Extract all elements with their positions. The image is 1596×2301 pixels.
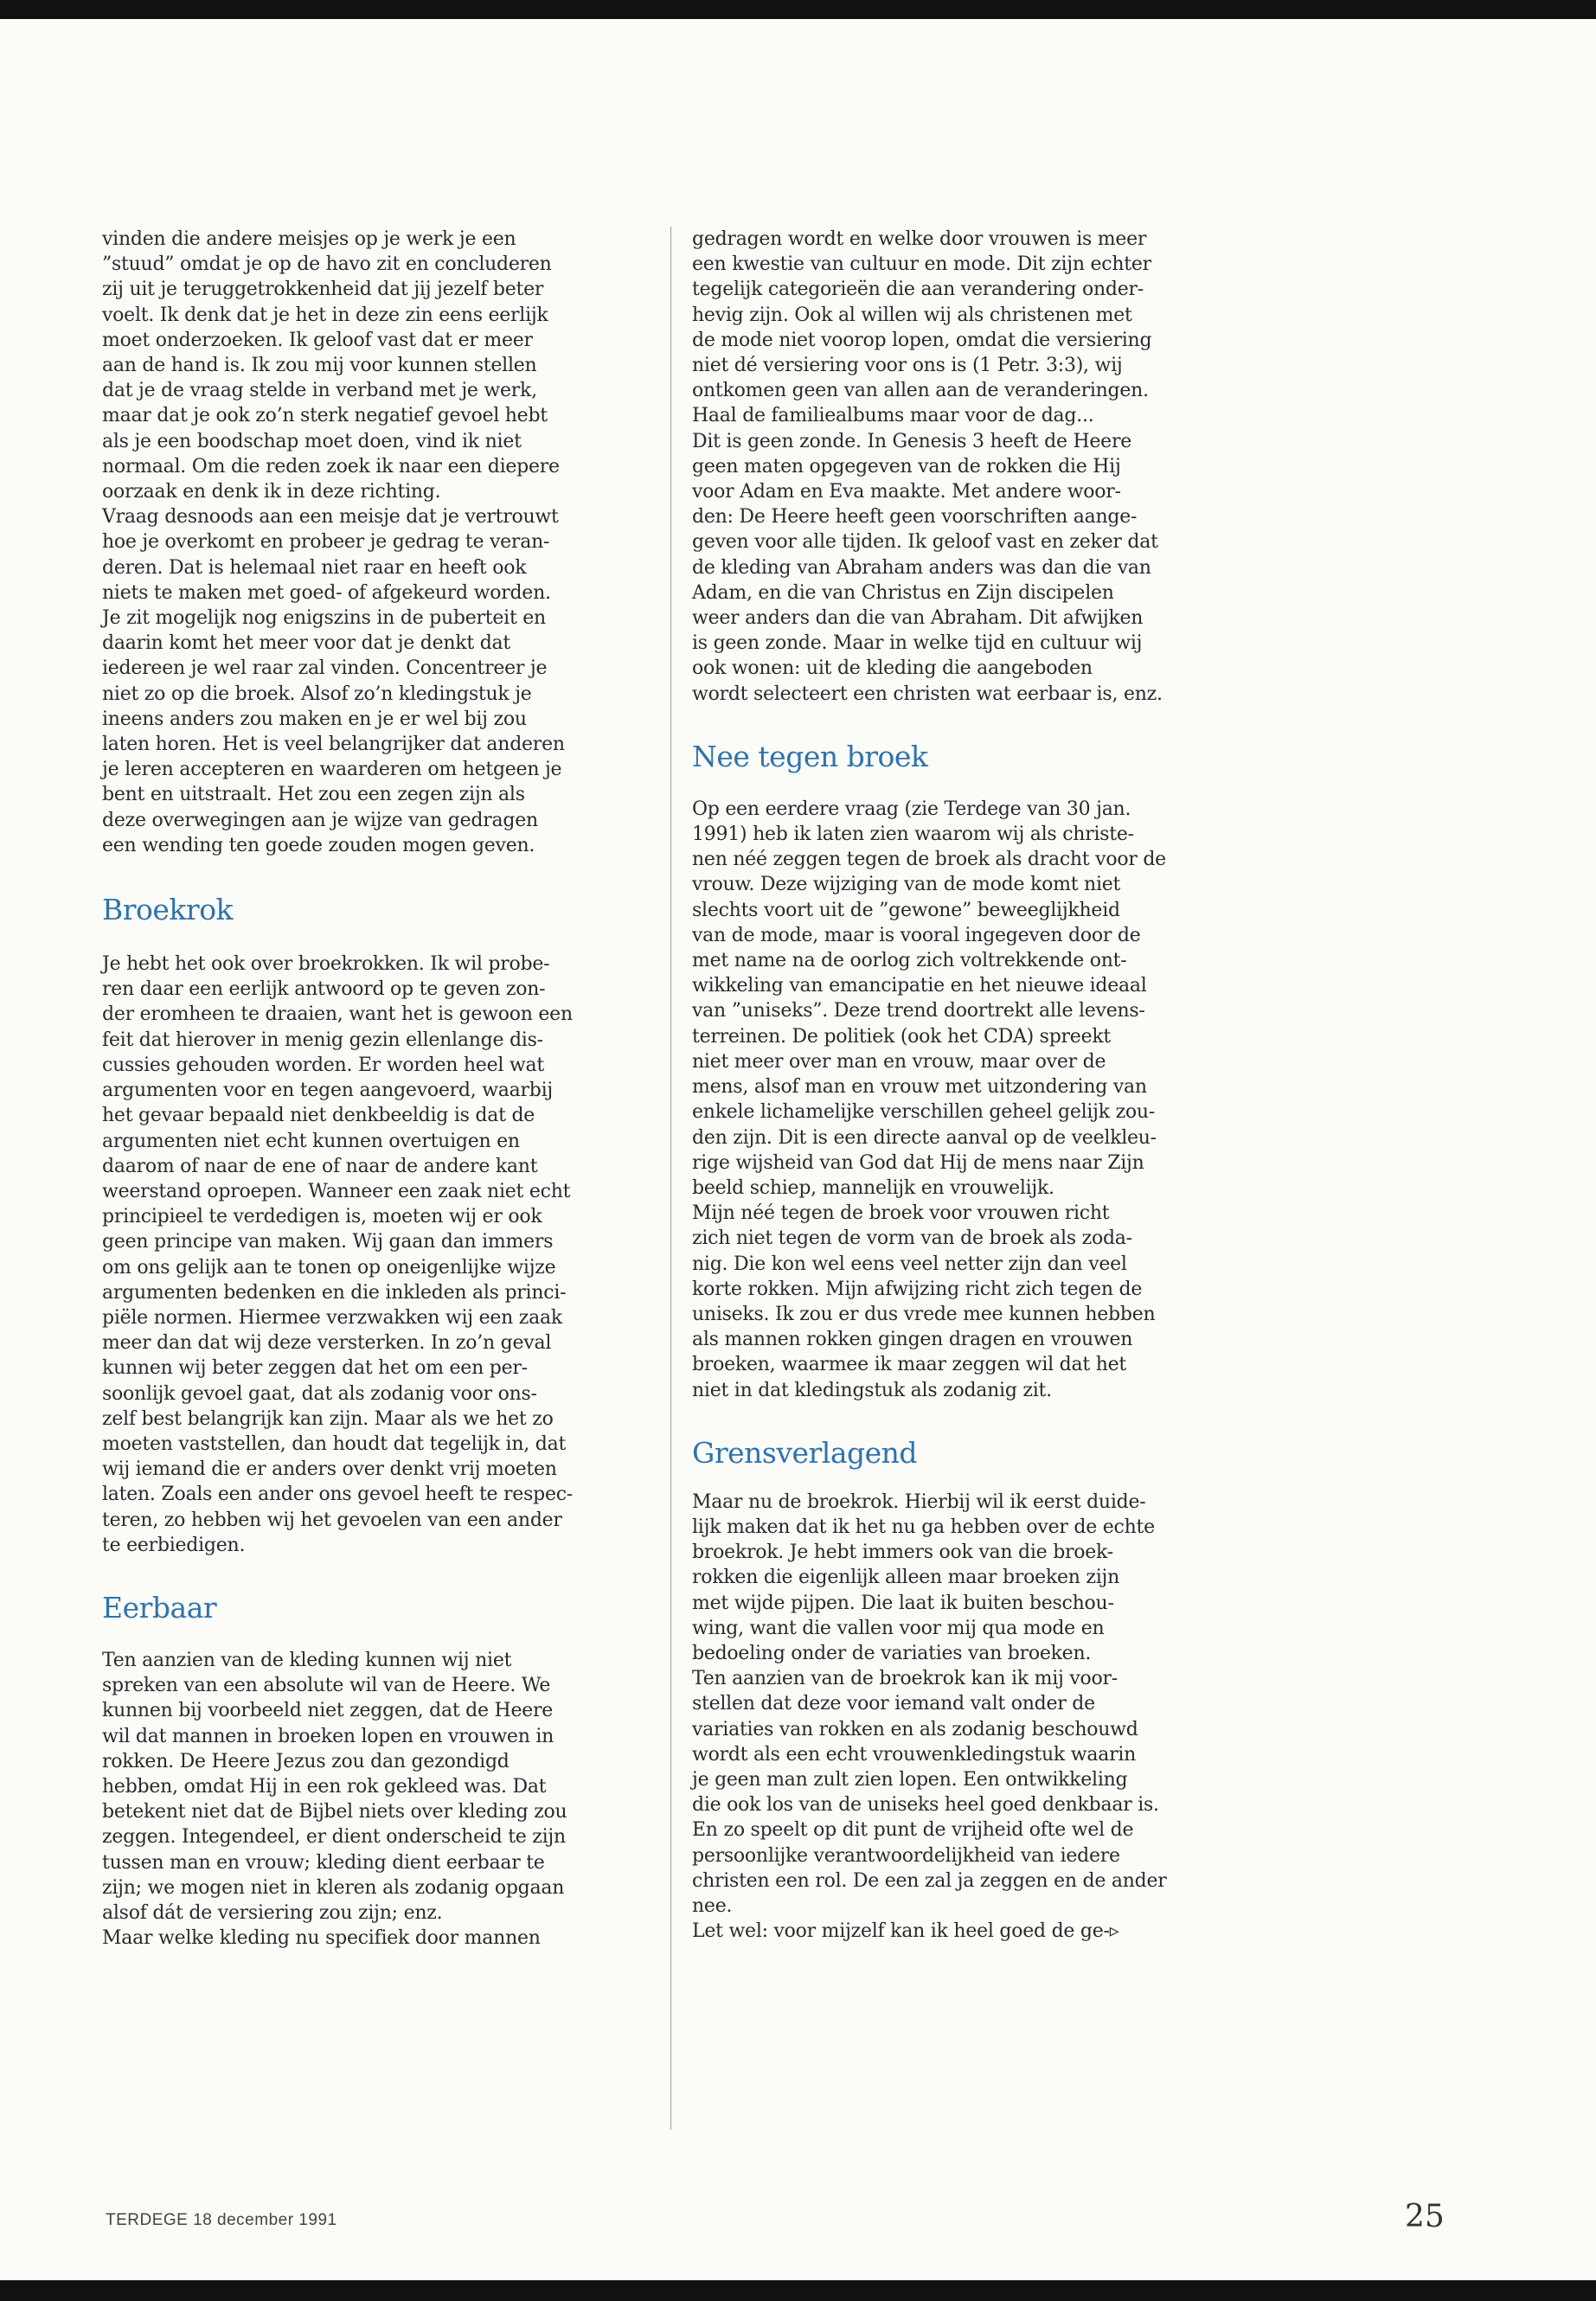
left-column [102, 227, 651, 1951]
bottom-edge-band [0, 2280, 1596, 2301]
nee-tegen-broek-paragraph: Op een eerdere vraag (zie Terdege van 30 jan. 1991) heb ik laten zien waarom wij als christe- nen néé zeggen tegen de broek als dracht voor de vrouw. Deze wijziging van de mode komt niet slechts voort uit de ”gewone” beweeglijkheid van de mode, maar is vooral ingegeven door de met name na de oorlog zich voltrekkende ont- wikkeling van emancipatie en het nieuwe ideaal van ”uniseks”. Deze trend doortrekt alle levens- terreinen. De politiek (ook het CDA) spreekt niet meer over man en vrouw, maar over de mens, alsof man en vrouw met uitzondering van enkele lichamelijke verschillen geheel gelijk zou- den zijn. Dit is een directe aanval op de veelkleu- rige wijsheid van God dat Hij de mens naar Zijn beeld schiep, mannelijk en vrouwelijk. Mijn néé tegen de broek voor vrouwen richt zich niet tegen de vorm van de broek als zoda- nig. Die kon wel eens veel netter zijn dan veel korte rokken. Mijn afwijzing richt zich tegen de uniseks. Ik zou er dus vrede mee kunnen hebben als mannen rokken gingen dragen en vrouwen broeken, waarmee ik maar zeggen wil dat het niet in dat kledingstuk als zodanig zit. [692, 798, 1166, 1401]
heading-nee-tegen-broek: Nee tegen broek [692, 739, 928, 773]
broekrok-paragraph: Je hebt het ook over broekrokken. Ik wil probe- ren daar een eerlijk antwoord op te geven zon- der eromheen te draaien, want het is gewoon een feit dat hierover in menig gezin ellenlange dis- cussies gehouden worden. Er worden heel wat argumenten voor en tegen aangevoerd, waarbij het gevaar bepaald niet denkbeeldig is dat de argumenten niet echt kunnen overtuigen en daarom of naar de ene of naar de andere kant weerstand oproepen. Wanneer een zaak niet echt principieel te verdedigen is, moeten wij er ook geen principe van maken. Wij gaan dan immers om ons gelijk aan te tonen op oneigenlijke wijze argumenten bedenken en die inkleden als princi- piële normen. Hiermee verzwakken wij een zaak meer dan dat wij deze versterken. In zo’n geval kunnen wij beter zeggen dat het om een per- soonlijk gevoel gaat, dat als zodanig voor ons- zelf best belangrijk kan zijn. Maar als we het zo moeten vaststellen, dan houdt dat tegelijk in, dat wij iemand die er anders over denkt vrij moeten laten. Zoals een ander ons gevoel heeft te respec- teren, zo hebben wij het gevoelen van een ander te eerbiedigen. [102, 953, 573, 1556]
left-intro-paragraph: vinden die andere meisjes op je werk je een ”stuud” omdat je op de havo zit en concluderen zij uit je teruggetrokkenheid dat jij jezelf beter voelt. Ik denk dat je het in deze zin eens eerlijk moet onderzoeken. Ik geloof vast dat er meer aan de hand is. Ik zou mij voor kunnen stellen dat je de vraag stelde in verband met je werk, maar dat je ook zo’n sterk negatief gevoel hebt als je een boodschap moet doen, vind ik niet normaal. Om die reden zoek ik naar een diepere oorzaak en denk ik in deze richting. Vraag desnoods aan een meisje dat je vertrouwt hoe je overkomt en probeer je gedrag te veran- deren. Dat is helemaal niet raar en heeft ook niets te maken met goed- of afgekeurd worden. Je zit mogelijk nog enigszins in de puberteit en daarin komt het meer voor dat je denkt dat iedereen je wel raar zal vinden. Concentreer je niet zo op die broek. Alsof zo’n kledingstuk je ineens anders zou maken en je er wel bij zou laten horen. Het is veel belangrijker dat anderen je leren accepteren en waarderen om hetgeen je bent en uitstraalt. Het zou een zegen zijn als deze overwegingen aan je wijze van gedragen een wending ten goede zouden mogen geven. [102, 228, 565, 856]
right-column [692, 227, 1233, 1944]
page-number: 25 [1405, 2199, 1445, 2234]
grensverlagend-paragraph: Maar nu de broekrok. Hierbij wil ik eerst duide- lijk maken dat ik het nu ga hebben over de echte broekrok. Je hebt immers ook van die broek- rokken die eigenlijk alleen maar broeken zijn met wijde pijpen. Die laat ik buiten beschou- wing, want die vallen voor mij qua mode en bedoeling onder de variaties van broeken. Ten aanzien van de broekrok kan ik mij voor- stellen dat deze voor iemand valt onder de variaties van rokken en als zodanig beschouwd wordt als een echt vrouwenkledingstuk waarin je geen man zult zien lopen. Een ontwikkeling die ook los van de uniseks heel goed denkbaar is. En zo speelt op dit punt de vrijheid ofte wel de persoonlijke verantwoordelijkheid van iedere christen een rol. De een zal ja zeggen en de ander nee. Let wel: voor mijzelf kan ik heel goed de ge-▹ [692, 1490, 1167, 1943]
top-edge-band [0, 0, 1596, 19]
heading-eerbaar: Eerbaar [102, 1590, 217, 1625]
heading-broekrok: Broekrok [102, 893, 234, 927]
eerbaar-paragraph: Ten aanzien van de kleding kunnen wij niet spreken van een absolute wil van de Heere. We kunnen bij voorbeeld niet zeggen, dat de Heere wil dat mannen in broeken lopen en vrouwen in rokken. De Heere Jezus zou dan gezondigd hebben, omdat Hij in een rok gekleed was. Dat betekent niet dat de Bijbel niets over kleding zou zeggen. Integendeel, er dient onderscheid te zijn tussen man en vrouw; kleding dient eerbaar te zijn; we mogen niet in kleren als zodanig opgaan alsof dát de versiering zou zijn; enz. Maar welke kleding nu specifiek door mannen [102, 1649, 567, 1950]
footer-publication: TERDEGE 18 december 1991 [106, 2211, 337, 2229]
heading-grensverlagend: Grensverlagend [692, 1435, 918, 1470]
column-divider [670, 227, 671, 2130]
right-intro-paragraph: gedragen wordt en welke door vrouwen is meer een kwestie van cultuur en mode. Dit zijn echter tegelijk categorieën die aan verandering onder- hevig zijn. Ook al willen wij als christenen met de mode niet voorop lopen, omdat die versiering niet dé versiering voor ons is (1 Petr. 3:3), wij ontkomen geen van allen aan de veranderingen. Haal de familiealbums maar voor de dag... Dit is geen zonde. In Genesis 3 heeft de Heere geen maten opgegeven van de rokken die Hij voor Adam en Eva maakte. Met andere woor- den: De Heere heeft geen voorschriften aange- geven voor alle tijden. Ik geloof vast en zeker dat de kleding van Abraham anders was dan die van Adam, en die van Christus en Zijn discipelen weer anders dan die van Abraham. Dit afwijken is geen zonde. Maar in welke tijd en cultuur wij ook wonen: uit de kleding die aangeboden wordt selecteert een christen wat eerbaar is, enz. [692, 228, 1163, 705]
